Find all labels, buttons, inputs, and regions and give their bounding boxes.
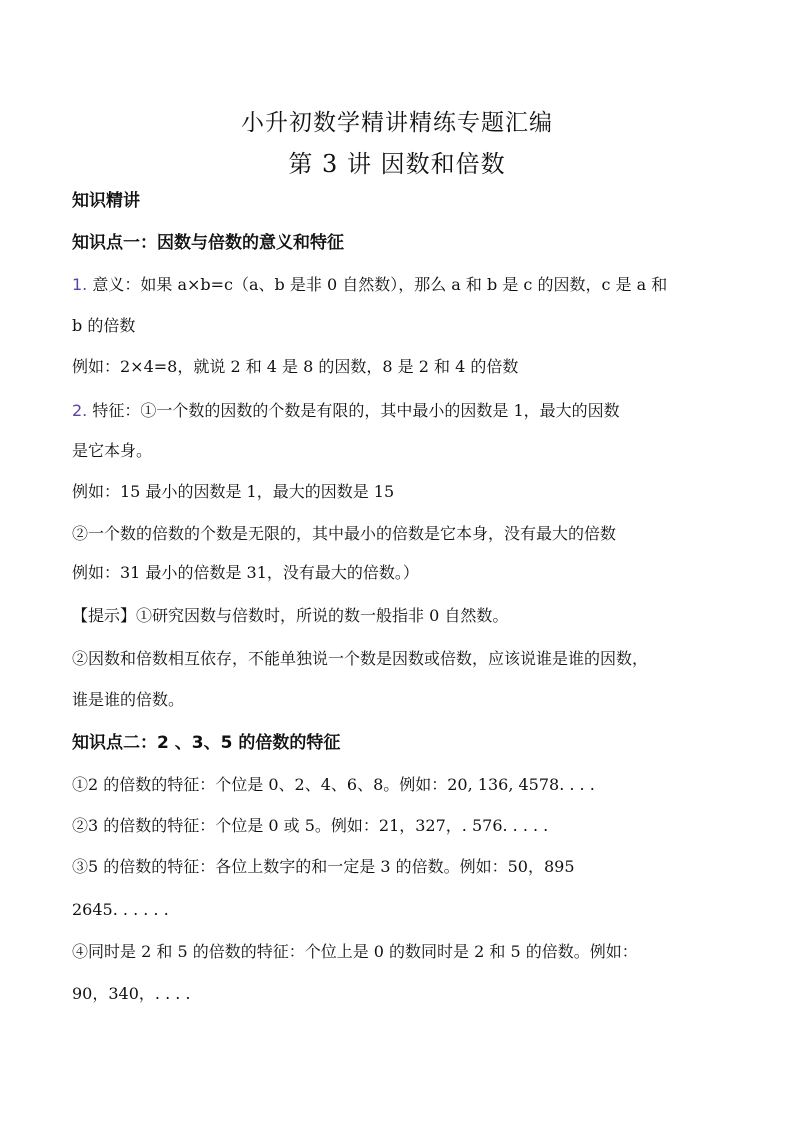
kp1-heading: 知识点一：因数与倍数的意义和特征 (72, 233, 344, 253)
kp1-item2-line3: ②一个数的倍数的个数是无限的，其中最小的倍数是它本身，没有最大的倍数 (72, 524, 617, 543)
kp1-item2-number: 2. (72, 401, 88, 420)
kp1-item2-example2: 例如：31 最小的倍数是 31，没有最大的倍数。） (72, 563, 419, 582)
kp2-line3: ③5 的倍数的特征：各位上数字的和一定是 3 的倍数。例如：50，895 (72, 857, 575, 876)
kp2-heading: 知识点二：2 、3、5 的倍数的特征 (72, 733, 341, 753)
kp1-item2-line2: 是它本身。 (72, 441, 153, 460)
document-title: 小升初数学精讲精练专题汇编 (241, 110, 553, 136)
kp1-item1-number: 1. (72, 275, 88, 294)
section-heading: 知识精讲 (72, 191, 140, 211)
kp1-item2-example1: 例如：15 最小的因数是 1，最大的因数是 15 (72, 482, 395, 501)
kp2-line1: ①2 的倍数的特征：个位是 0、2、4、6、8。例如：20, 136, 4578. . . . (72, 775, 595, 794)
tip-line1: 【提示】①研究因数与倍数时，所说的数一般指非 0 自然数。 (72, 606, 509, 625)
kp1-item1-example: 例如：2×4=8，就说 2 和 4 是 8 的因数，8 是 2 和 4 的倍数 (72, 357, 519, 376)
tip-line3: 谁是谁的倍数。 (72, 690, 185, 709)
kp2-line6: 90，340，. . . . (72, 984, 191, 1003)
kp2-line5: ④同时是 2 和 5 的倍数的特征：个位上是 0 的数同时是 2 和 5 的倍数。例如： (72, 942, 638, 961)
kp2-line4: 2645. . . . . . (72, 900, 169, 919)
kp2-line2: ②3 的倍数的特征：个位是 0 或 5。例如：21，327，. 576. . . . . (72, 816, 549, 835)
kp1-item2-text: 特征：①一个数的因数的个数是有限的，其中最小的因数是 1，最大的因数 (87, 401, 620, 420)
tip-line2: ②因数和倍数相互依存，不能单独说一个数是因数或倍数，应该说谁是谁的因数， (72, 649, 649, 668)
kp1-item1-line2: b 的倍数 (72, 316, 136, 335)
kp1-item2-line1 (72, 400, 620, 422)
kp1-item1-text: 意义：如果 a×b=c（a、b 是非 0 自然数），那么 a 和 b 是 c 的因数，c 是 a 和 (87, 275, 668, 294)
kp1-item1-line1 (72, 274, 667, 296)
lecture-title: 第 3 讲 因数和倍数 (288, 150, 506, 178)
